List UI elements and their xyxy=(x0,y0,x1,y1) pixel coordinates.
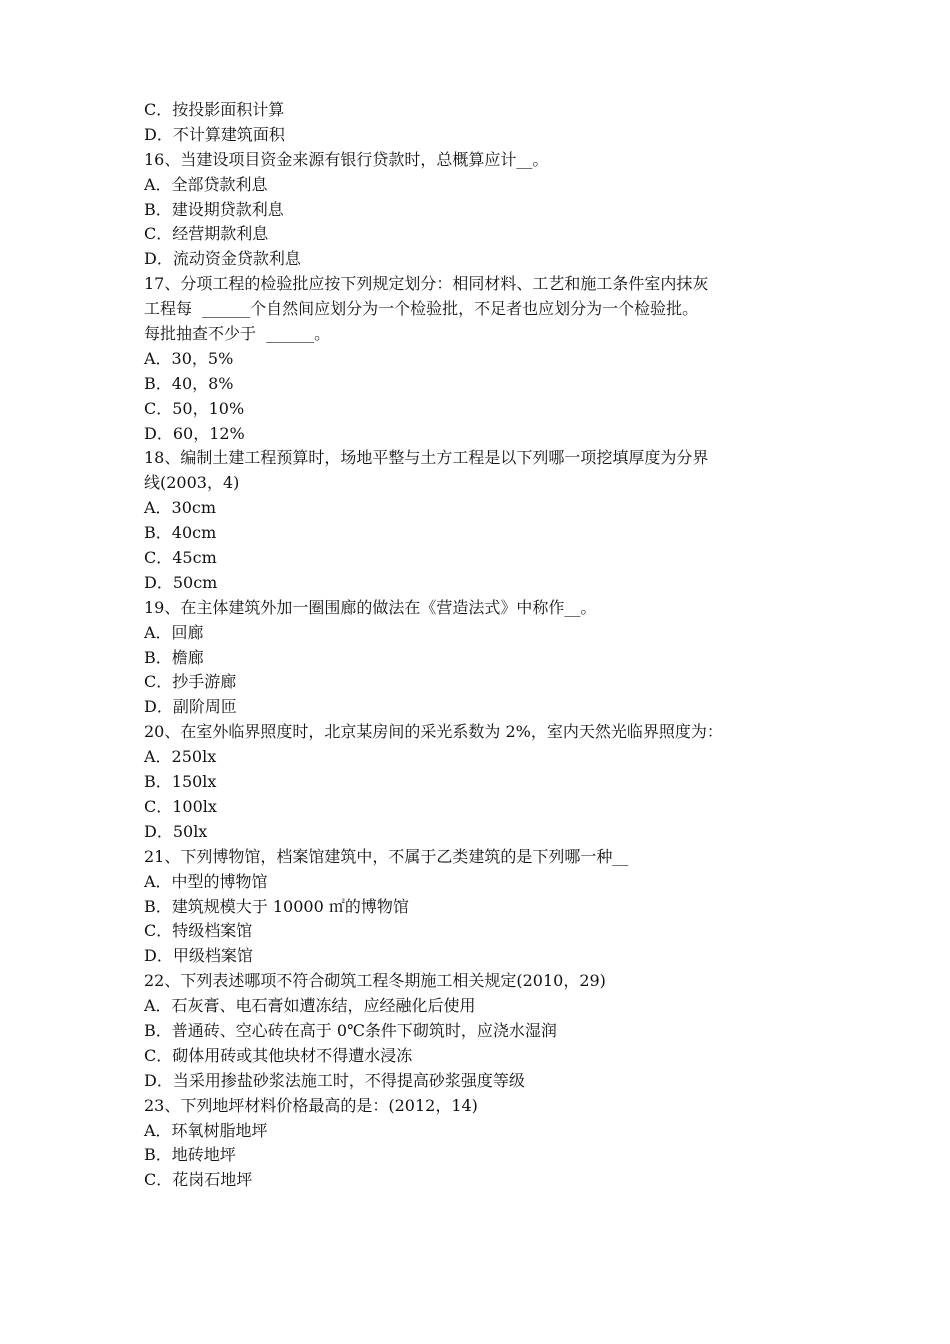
text-line: A．回廊 xyxy=(144,622,204,642)
text-line: 20、在室外临界照度时，北京某房间的采光系数为 2%，室内天然光临界照度为： xyxy=(144,722,723,742)
text-line: 线(2003，4) xyxy=(144,473,240,493)
text-line: D．当采用掺盐砂浆法施工时，不得提高砂浆强度等级 xyxy=(144,1070,525,1090)
text-line: 21、下列博物馆，档案馆建筑中，不属于乙类建筑的是下列哪一种__ xyxy=(144,846,629,866)
text-line: A．石灰膏、电石膏如遭冻结，应经融化后使用 xyxy=(144,996,476,1016)
text-line: B．建筑规模大于 10000 ㎡的博物馆 xyxy=(144,896,409,916)
text-line: C．砌体用砖或其他块材不得遭水浸冻 xyxy=(144,1045,413,1065)
text-line: 工程每 ______个自然间应划分为一个检验批，不足者也应划分为一个检验批。 xyxy=(144,299,699,319)
text-line: 每批抽查不少于 ______。 xyxy=(144,324,331,344)
text-line: D．50cm xyxy=(144,572,218,592)
text-line: D．甲级档案馆 xyxy=(144,946,253,966)
text-line: C．花岗石地坪 xyxy=(144,1170,253,1190)
text-line: A．全部贷款利息 xyxy=(144,174,268,194)
text-line: 17、分项工程的检验批应按下列规定划分：相同材料、工艺和施工条件室内抹灰 xyxy=(144,274,709,294)
text-line: D．流动资金贷款利息 xyxy=(144,249,301,269)
text-line: B．40cm xyxy=(144,523,217,543)
text-line: 23、下列地坪材料价格最高的是：(2012，14) xyxy=(144,1095,478,1115)
text-line: D．不计算建筑面积 xyxy=(144,124,285,144)
text-line: C．100lx xyxy=(144,796,217,816)
text-line: B．地砖地坪 xyxy=(144,1145,236,1165)
text-line: 22、下列表述哪项不符合砌筑工程冬期施工相关规定(2010，29) xyxy=(144,971,606,991)
text-line: D．副阶周匝 xyxy=(144,697,237,717)
text-line: A．30cm xyxy=(144,498,217,518)
text-line: D．50lx xyxy=(144,821,208,841)
text-line: B．150lx xyxy=(144,772,217,792)
text-line: B．普通砖、空心砖在高于 0℃条件下砌筑时，应浇水湿润 xyxy=(144,1020,557,1040)
document-page xyxy=(144,98,814,1193)
text-line: A．环氧树脂地坪 xyxy=(144,1120,268,1140)
text-line: C．经营期款利息 xyxy=(144,224,269,244)
text-line: C．抄手游廊 xyxy=(144,672,237,692)
text-line: A．30，5% xyxy=(144,348,234,368)
text-line: 16、当建设项目资金来源有银行贷款时，总概算应计__。 xyxy=(144,149,549,169)
text-line: C．按投影面积计算 xyxy=(144,100,285,119)
text-line: C．50，10% xyxy=(144,398,245,418)
text-line: D．60，12% xyxy=(144,423,245,443)
text-line: A．中型的博物馆 xyxy=(144,871,268,891)
text-line: C．特级档案馆 xyxy=(144,921,253,941)
text-line: B．40，8% xyxy=(144,373,234,393)
text-line: 19、在主体建筑外加一圈围廊的做法在《营造法式》中称作__。 xyxy=(144,597,597,617)
text-line: B．建设期贷款利息 xyxy=(144,199,284,219)
text-line: B．檐廊 xyxy=(144,647,204,667)
text-line: C．45cm xyxy=(144,548,217,568)
text-line: 18、编制土建工程预算时，场地平整与土方工程是以下列哪一项挖填厚度为分界 xyxy=(144,448,709,468)
text-line: A．250lx xyxy=(144,747,217,767)
